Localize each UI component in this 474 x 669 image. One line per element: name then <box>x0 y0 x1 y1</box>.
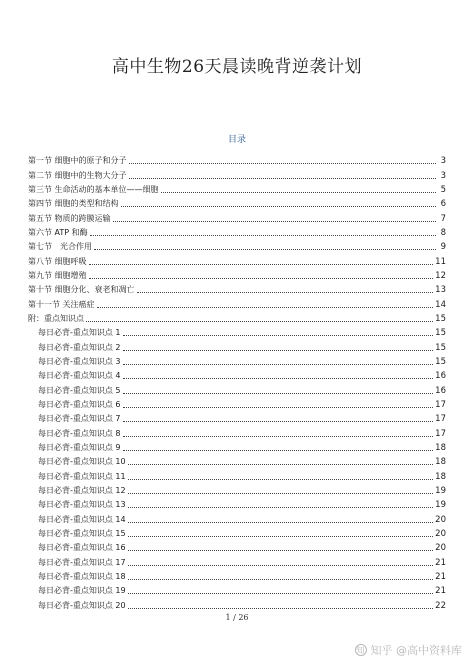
toc-entry[interactable] <box>28 453 446 467</box>
toc-entry[interactable] <box>28 510 446 524</box>
toc-dot-leader <box>161 192 436 193</box>
toc-entry[interactable] <box>28 281 446 295</box>
toc-entry-label: 每日必背-重点知识点 8 <box>38 428 121 438</box>
toc-entry-page: 16 <box>435 371 446 382</box>
toc-entry-label: 每日必背-重点知识点 14 <box>38 514 126 524</box>
toc-entry-page: 15 <box>435 342 446 353</box>
toc-dot-leader <box>123 364 434 365</box>
toc-heading: 目录 <box>227 135 246 145</box>
toc-entry[interactable] <box>28 238 446 252</box>
toc-entry-page: 21 <box>435 586 446 597</box>
toc-dot-leader <box>123 350 434 351</box>
toc-entry[interactable] <box>28 467 446 481</box>
toc-entry-label: 第四节 细胞的类型和结构 <box>28 199 119 209</box>
toc-dot-leader <box>128 536 434 537</box>
toc-entry-label: 每日必背-重点知识点 9 <box>38 442 121 452</box>
toc-entry-page: 17 <box>435 428 446 439</box>
toc-entry-label: 第八节 细胞呼吸 <box>28 256 87 266</box>
toc-entry-page: 15 <box>435 356 446 367</box>
toc-entry[interactable] <box>28 439 446 453</box>
toc-entry[interactable] <box>28 496 446 510</box>
toc-entry[interactable] <box>28 396 446 410</box>
toc-entry-label: 每日必背-重点知识点 10 <box>38 457 126 467</box>
toc-entry-label: 第二节 细胞中的生物大分子 <box>28 170 127 180</box>
toc-dot-leader <box>128 579 434 580</box>
toc-dot-leader <box>89 264 434 265</box>
toc-entry-page: 17 <box>435 414 446 425</box>
toc-entry-label: 每日必背-重点知识点 17 <box>38 557 126 567</box>
toc-entry[interactable] <box>28 367 446 381</box>
toc-entry[interactable] <box>28 381 446 395</box>
toc-entry-label: 第三节 生命活动的基本单位——细胞 <box>28 184 159 194</box>
toc-entry[interactable] <box>28 324 446 338</box>
toc-entry-page: 5 <box>440 184 446 195</box>
toc-dot-leader <box>121 206 436 207</box>
toc-entry-page: 11 <box>435 256 446 267</box>
toc-entry-label: 附：重点知识点 <box>28 313 84 323</box>
toc-entry-label: 每日必背-重点知识点 13 <box>38 500 126 510</box>
toc-entry-page: 9 <box>440 242 446 253</box>
toc-entry-page: 18 <box>435 442 446 453</box>
toc-entry-page: 20 <box>435 514 446 525</box>
toc-dot-leader <box>123 450 434 451</box>
toc-entry-label: 每日必背-重点知识点 2 <box>38 342 121 352</box>
toc-dot-leader <box>128 507 434 508</box>
document-title: 高中生物26天晨读晚背逆袭计划 <box>111 57 363 77</box>
toc-entry[interactable] <box>28 267 446 281</box>
toc-entry[interactable] <box>28 195 446 209</box>
toc-entry[interactable] <box>28 224 446 238</box>
toc-dot-leader <box>128 550 434 551</box>
toc-entry-page: 22 <box>435 600 446 611</box>
toc-dot-leader <box>128 593 434 594</box>
toc-entry[interactable] <box>28 568 446 582</box>
toc-dot-leader <box>123 407 434 408</box>
toc-dot-leader <box>129 178 436 179</box>
toc-entry-page: 16 <box>435 385 446 396</box>
toc-entry-label: 第十节 细胞分化、衰老和凋亡 <box>28 285 135 295</box>
toc-entry-label: 第十一节 关注癌症 <box>28 299 95 309</box>
toc-dot-leader <box>94 249 436 250</box>
watermark-text: 知乎 @高中资料库 <box>370 644 462 657</box>
toc-entry-page: 20 <box>435 528 446 539</box>
toc-entry-page: 20 <box>435 543 446 554</box>
page-number: 1 / 26 <box>225 613 249 622</box>
toc-entry-label: 每日必背-重点知识点 4 <box>38 371 121 381</box>
toc-entry[interactable] <box>28 582 446 596</box>
toc-entry[interactable] <box>28 338 446 352</box>
toc-dot-leader <box>86 321 433 322</box>
toc-entry[interactable] <box>28 539 446 553</box>
toc-entry-label: 第一节 细胞中的原子和分子 <box>28 156 127 166</box>
toc-entry[interactable] <box>28 596 446 610</box>
toc-dot-leader <box>128 608 434 609</box>
toc-entry[interactable] <box>28 553 446 567</box>
toc-entry[interactable] <box>28 353 446 367</box>
toc-entry-page: 15 <box>435 313 446 324</box>
toc-entry[interactable] <box>28 410 446 424</box>
toc-entry-page: 18 <box>435 457 446 468</box>
toc-dot-leader <box>97 307 434 308</box>
toc-entry[interactable] <box>28 252 446 266</box>
toc-entry[interactable] <box>28 482 446 496</box>
toc-entry-label: 第七节 光合作用 <box>28 242 92 252</box>
toc-entry-label: 第九节 细胞增殖 <box>28 270 87 280</box>
toc-dot-leader <box>123 421 434 422</box>
toc-entry-label: 每日必背-重点知识点 19 <box>38 586 126 596</box>
toc-entry-page: 3 <box>440 170 446 181</box>
toc-entry-label: 每日必背-重点知识点 15 <box>38 528 126 538</box>
toc-entry-page: 7 <box>440 213 446 224</box>
toc-dot-leader <box>123 335 434 336</box>
toc-entry-label: 每日必背-重点知识点 3 <box>38 356 121 366</box>
toc-dot-leader <box>123 378 434 379</box>
toc-entry-label: 每日必背-重点知识点 20 <box>38 600 126 610</box>
toc-entry-page: 18 <box>435 471 446 482</box>
zhihu-logo-icon: 知 <box>356 646 365 655</box>
toc-dot-leader <box>90 235 436 236</box>
toc-entry[interactable] <box>28 181 446 195</box>
toc-entry[interactable] <box>28 424 446 438</box>
toc-entry-label: 第六节 ATP 和酶 <box>28 227 88 237</box>
toc-dot-leader <box>123 436 434 437</box>
toc-entry-page: 19 <box>435 500 446 511</box>
toc-dot-leader <box>128 493 434 494</box>
toc-entry-page: 15 <box>435 328 446 339</box>
toc-entry[interactable] <box>28 152 446 166</box>
table-of-contents <box>28 152 446 611</box>
toc-dot-leader <box>129 163 436 164</box>
toc-entry[interactable] <box>28 525 446 539</box>
toc-entry-page: 14 <box>435 299 446 310</box>
toc-entry-page: 21 <box>435 571 446 582</box>
toc-entry-page: 19 <box>435 485 446 496</box>
toc-entry-label: 每日必背-重点知识点 7 <box>38 414 121 424</box>
toc-dot-leader <box>123 393 434 394</box>
toc-dot-leader <box>128 565 434 566</box>
toc-entry-page: 12 <box>435 270 446 281</box>
toc-entry[interactable] <box>28 166 446 180</box>
toc-entry[interactable] <box>28 209 446 223</box>
toc-entry-page: 6 <box>440 199 446 210</box>
toc-entry-label: 每日必背-重点知识点 12 <box>38 485 126 495</box>
toc-dot-leader <box>113 221 436 222</box>
toc-dot-leader <box>128 479 434 480</box>
watermark <box>355 642 463 658</box>
toc-entry-page: 3 <box>440 156 446 167</box>
toc-dot-leader <box>128 522 434 523</box>
toc-entry-page: 13 <box>435 285 446 296</box>
toc-entry[interactable] <box>28 295 446 309</box>
toc-entry-label: 每日必背-重点知识点 6 <box>38 399 121 409</box>
toc-dot-leader <box>89 278 434 279</box>
toc-entry-label: 第五节 物质的跨膜运输 <box>28 213 111 223</box>
toc-entry-label: 每日必背-重点知识点 18 <box>38 571 126 581</box>
toc-dot-leader <box>137 292 434 293</box>
toc-entry-page: 21 <box>435 557 446 568</box>
toc-entry-page: 8 <box>440 227 446 238</box>
toc-entry-label: 每日必背-重点知识点 1 <box>38 328 121 338</box>
toc-entry-label: 每日必背-重点知识点 5 <box>38 385 121 395</box>
toc-dot-leader <box>128 464 434 465</box>
toc-entry-label: 每日必背-重点知识点 16 <box>38 543 126 553</box>
toc-entry[interactable] <box>28 310 446 324</box>
toc-entry-page: 17 <box>435 399 446 410</box>
toc-entry-label: 每日必背-重点知识点 11 <box>38 471 126 481</box>
